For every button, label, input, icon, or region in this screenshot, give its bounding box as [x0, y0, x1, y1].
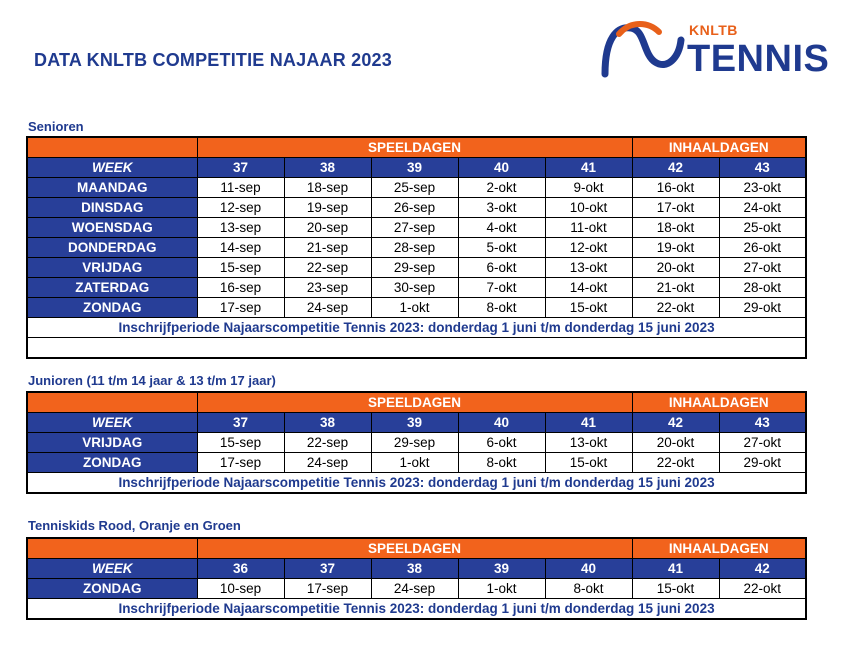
table-row [27, 579, 806, 599]
date-cell: 1-okt [371, 298, 458, 318]
date-cell: 20-okt [632, 258, 719, 278]
table-row [27, 198, 806, 218]
week-number: 41 [545, 413, 632, 433]
date-cell: 15-sep [197, 433, 284, 453]
week-row [27, 559, 806, 579]
registration-period-note: Inschrijfperiode Najaarscompetitie Tennis 2023: donderdag 1 juni t/m donderdag 15 juni 2023 [27, 599, 806, 620]
week-number: 39 [371, 158, 458, 178]
day-label: DINSDAG [27, 198, 197, 218]
week-number: 40 [458, 413, 545, 433]
date-cell: 8-okt [458, 298, 545, 318]
date-cell: 9-okt [545, 178, 632, 198]
date-cell: 20-okt [632, 433, 719, 453]
date-cell: 17-sep [284, 579, 371, 599]
day-label: ZONDAG [27, 453, 197, 473]
date-cell: 24-sep [371, 579, 458, 599]
date-cell: 19-sep [284, 198, 371, 218]
week-number: 40 [545, 559, 632, 579]
date-cell: 29-okt [719, 298, 806, 318]
date-cell: 1-okt [371, 453, 458, 473]
date-cell: 8-okt [545, 579, 632, 599]
date-cell: 21-sep [284, 238, 371, 258]
date-cell: 18-sep [284, 178, 371, 198]
date-cell: 16-sep [197, 278, 284, 298]
date-cell: 26-sep [371, 198, 458, 218]
date-cell: 6-okt [458, 258, 545, 278]
date-cell: 3-okt [458, 198, 545, 218]
date-cell: 25-sep [371, 178, 458, 198]
date-cell: 13-okt [545, 258, 632, 278]
week-number: 42 [632, 413, 719, 433]
header-blank-cell [27, 137, 197, 158]
date-cell: 12-okt [545, 238, 632, 258]
week-number: 36 [197, 559, 284, 579]
date-cell: 24-sep [284, 453, 371, 473]
speeldagen-header: SPEELDAGEN [197, 137, 632, 158]
header-row [27, 538, 806, 559]
footer-row [27, 318, 806, 338]
date-cell: 28-okt [719, 278, 806, 298]
date-cell: 14-sep [197, 238, 284, 258]
registration-period-note: Inschrijfperiode Najaarscompetitie Tennis 2023: donderdag 1 juni t/m donderdag 15 juni 2023 [27, 473, 806, 494]
week-number: 38 [284, 413, 371, 433]
date-cell: 27-sep [371, 218, 458, 238]
week-label: WEEK [27, 559, 197, 579]
day-label: VRIJDAG [27, 258, 197, 278]
date-cell: 10-okt [545, 198, 632, 218]
date-cell: 6-okt [458, 433, 545, 453]
week-number: 37 [197, 413, 284, 433]
date-cell: 17-sep [197, 453, 284, 473]
date-cell: 15-sep [197, 258, 284, 278]
date-cell: 22-sep [284, 433, 371, 453]
date-cell: 24-okt [719, 198, 806, 218]
date-cell: 30-sep [371, 278, 458, 298]
week-number: 37 [284, 559, 371, 579]
inhaaldagen-header: INHAALDAGEN [632, 538, 806, 559]
date-cell: 12-sep [197, 198, 284, 218]
schedule-table-senioren [26, 136, 807, 359]
table-row [27, 453, 806, 473]
date-cell: 29-okt [719, 453, 806, 473]
week-number: 42 [719, 559, 806, 579]
speeldagen-header: SPEELDAGEN [197, 538, 632, 559]
header-blank-cell [27, 392, 197, 413]
date-cell: 10-sep [197, 579, 284, 599]
week-number: 43 [719, 158, 806, 178]
week-number: 41 [545, 158, 632, 178]
date-cell: 24-sep [284, 298, 371, 318]
date-cell: 25-okt [719, 218, 806, 238]
logo-tennis-text: TENNIS [687, 38, 830, 80]
day-label: ZONDAG [27, 298, 197, 318]
week-row [27, 413, 806, 433]
table-row [27, 278, 806, 298]
table-row [27, 178, 806, 198]
date-cell: 11-sep [197, 178, 284, 198]
section-heading-senioren: Senioren [28, 119, 84, 134]
inhaaldagen-header: INHAALDAGEN [632, 137, 806, 158]
date-cell: 22-okt [632, 453, 719, 473]
table-row [27, 433, 806, 453]
date-cell: 4-okt [458, 218, 545, 238]
date-cell: 27-okt [719, 258, 806, 278]
week-number: 39 [458, 559, 545, 579]
day-label: ZONDAG [27, 579, 197, 599]
date-cell: 15-okt [632, 579, 719, 599]
date-cell: 28-sep [371, 238, 458, 258]
registration-period-note: Inschrijfperiode Najaarscompetitie Tennis 2023: donderdag 1 juni t/m donderdag 15 juni 2023 [27, 318, 806, 338]
schedule-table-junioren [26, 391, 807, 494]
week-number: 38 [371, 559, 458, 579]
section-heading-tenniskids: Tenniskids Rood, Oranje en Groen [28, 518, 241, 533]
day-label: VRIJDAG [27, 433, 197, 453]
date-cell: 18-okt [632, 218, 719, 238]
day-label: ZATERDAG [27, 278, 197, 298]
logo-knltb-text: KNLTB [689, 22, 738, 38]
week-number: 39 [371, 413, 458, 433]
date-cell: 15-okt [545, 453, 632, 473]
date-cell: 1-okt [458, 579, 545, 599]
date-cell: 17-okt [632, 198, 719, 218]
speeldagen-header: SPEELDAGEN [197, 392, 632, 413]
header-row [27, 137, 806, 158]
table-row [27, 218, 806, 238]
day-label: WOENSDAG [27, 218, 197, 238]
week-number: 38 [284, 158, 371, 178]
date-cell: 17-sep [197, 298, 284, 318]
date-cell: 20-sep [284, 218, 371, 238]
date-cell: 16-okt [632, 178, 719, 198]
date-cell: 29-sep [371, 258, 458, 278]
week-number: 40 [458, 158, 545, 178]
date-cell: 22-okt [632, 298, 719, 318]
date-cell: 5-okt [458, 238, 545, 258]
tennis-swoosh-icon [597, 18, 693, 82]
date-cell: 7-okt [458, 278, 545, 298]
header-row [27, 392, 806, 413]
date-cell: 23-sep [284, 278, 371, 298]
date-cell: 13-okt [545, 433, 632, 453]
week-number: 37 [197, 158, 284, 178]
date-cell: 26-okt [719, 238, 806, 258]
table-row [27, 298, 806, 318]
day-label: DONDERDAG [27, 238, 197, 258]
date-cell: 11-okt [545, 218, 632, 238]
date-cell: 22-okt [719, 579, 806, 599]
section-heading-junioren: Junioren (11 t/m 14 jaar & 13 t/m 17 jaar) [28, 373, 276, 388]
schedule-table-tenniskids [26, 537, 807, 620]
date-cell: 15-okt [545, 298, 632, 318]
inhaaldagen-header: INHAALDAGEN [632, 392, 806, 413]
table-row [27, 238, 806, 258]
footer-row [27, 599, 806, 620]
header-blank-cell [27, 538, 197, 559]
date-cell: 21-okt [632, 278, 719, 298]
week-label: WEEK [27, 413, 197, 433]
week-number: 43 [719, 413, 806, 433]
date-cell: 13-sep [197, 218, 284, 238]
week-number: 41 [632, 559, 719, 579]
table-row [27, 258, 806, 278]
week-number: 42 [632, 158, 719, 178]
footer-spacer [27, 338, 806, 359]
day-label: MAANDAG [27, 178, 197, 198]
date-cell: 2-okt [458, 178, 545, 198]
date-cell: 29-sep [371, 433, 458, 453]
week-row [27, 158, 806, 178]
date-cell: 19-okt [632, 238, 719, 258]
footer-row [27, 473, 806, 494]
week-label: WEEK [27, 158, 197, 178]
knltb-tennis-logo [597, 18, 830, 82]
page-title: DATA KNLTB COMPETITIE NAJAAR 2023 [34, 50, 392, 70]
date-cell: 14-okt [545, 278, 632, 298]
date-cell: 27-okt [719, 433, 806, 453]
date-cell: 8-okt [458, 453, 545, 473]
date-cell: 23-okt [719, 178, 806, 198]
date-cell: 22-sep [284, 258, 371, 278]
